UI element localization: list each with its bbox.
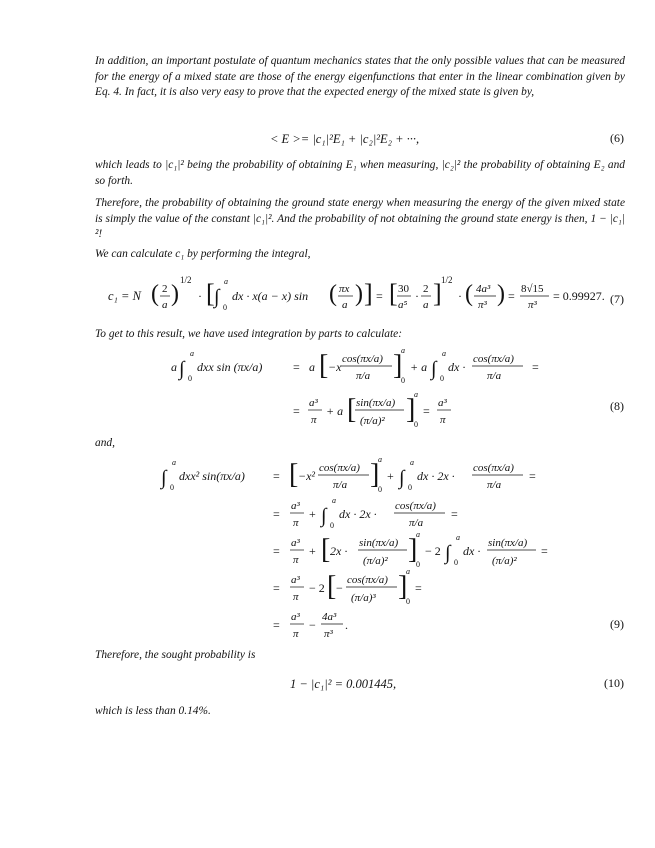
svg-text:=: = <box>273 469 280 483</box>
eq7-lbracket: [ <box>206 279 215 308</box>
eq7-rparen: ) <box>171 281 179 307</box>
equation-8 <box>160 345 600 435</box>
eq7-frac2-den: a <box>423 299 429 311</box>
eq7-rbracket: ] <box>364 279 373 308</box>
svg-text:a: a <box>406 567 410 576</box>
svg-text:a: a <box>401 346 405 355</box>
eq7-dot: · <box>198 289 202 303</box>
paragraph-sought-probability: Therefore, the sought probability is <box>95 649 256 661</box>
eq9-r5-a3: a³ <box>291 611 300 623</box>
svg-text:=: = <box>541 544 548 558</box>
paragraph-integration-parts: To get to this result, we have used integration by parts to calculate: <box>95 328 402 340</box>
svg-text:∫: ∫ <box>179 358 185 380</box>
eq7-lparen2: ( <box>329 281 337 307</box>
eq7-integral: ∫ <box>214 286 220 308</box>
svg-text:]: ] <box>370 459 380 490</box>
eq9-r5-4a3: 4a³ <box>322 611 337 623</box>
paragraph-ground-state: Therefore, the probability of obtaining the ground state energy when measuring the energy of the given mixed state is simply the value of the constant |c₁|². And the probability of not obtaining the ground state energy is then, 1 − |c₁|²! <box>95 197 625 241</box>
svg-text:+: + <box>309 544 316 558</box>
svg-text:a: a <box>442 349 446 358</box>
eq7-frac2-num: 2 <box>423 283 429 295</box>
paragraph-intro: In addition, an important postulate of quantum mechanics states that the only possible values that can be measured for the energy of a mixed state are those of the energy eigenfunctions that enter in the linear combination given by Eq. 4. In fact, it is also very easy to prove that the expected energy of the mixed state is given by, <box>95 55 625 99</box>
svg-text:0: 0 <box>406 597 410 606</box>
svg-text:0: 0 <box>416 560 420 569</box>
eq9-r4-minus2: − 2 <box>309 581 325 595</box>
eq7-lparen3: ( <box>465 281 473 307</box>
svg-text:=: = <box>451 507 458 521</box>
eq7-frac2a-num: 2 <box>162 283 168 295</box>
equation-9 <box>155 452 605 647</box>
svg-text:]: ] <box>398 571 408 602</box>
eq7-lparen: ( <box>151 281 159 307</box>
svg-text:=: = <box>273 581 280 595</box>
svg-text:0: 0 <box>440 374 444 383</box>
eq7-frac30-num: 30 <box>398 283 409 295</box>
svg-text:=: = <box>273 544 280 558</box>
svg-text:∫: ∫ <box>161 467 167 489</box>
svg-text:=: = <box>293 360 300 374</box>
svg-text:=: = <box>415 581 422 595</box>
svg-text:a: a <box>190 349 194 358</box>
eq9-r4-cos-den: (π/a)³ <box>351 592 376 604</box>
equation-10-label: (10) <box>604 676 624 690</box>
paragraph-calc-c1: We can calculate c₁ by performing the integral, <box>95 248 311 260</box>
equation-8-label: (8) <box>610 399 624 413</box>
eq8-l1-cos-num: cos(πx/a) <box>342 353 383 365</box>
svg-text:0: 0 <box>170 483 174 492</box>
equation-7-label: (7) <box>610 292 624 306</box>
svg-text:0: 0 <box>401 376 405 385</box>
svg-text:a: a <box>410 458 414 467</box>
svg-text:a: a <box>414 390 418 399</box>
eq8-l1-cos2-den: π/a <box>487 370 502 382</box>
eq9-r2-cos-den: π/a <box>409 517 424 529</box>
eq9-r2-a3: a³ <box>291 500 300 512</box>
equation-9-label: (9) <box>610 617 624 631</box>
paragraph-and: and, <box>95 437 115 449</box>
eq8-l1-a: a <box>309 360 315 374</box>
eq8-l2-pi: π <box>311 414 317 426</box>
eq7-c1: c₁ = N <box>108 289 141 303</box>
svg-text:+: + <box>309 507 316 521</box>
eq9-r1-cos2-num: cos(πx/a) <box>473 462 514 474</box>
eq9-r3-sin2-num: sin(πx/a) <box>488 537 528 549</box>
svg-text:=: = <box>529 469 536 483</box>
eq7-rparen3: ) <box>497 281 505 307</box>
eq7-frac30-den: a⁵ <box>398 299 408 311</box>
svg-text:0: 0 <box>330 521 334 530</box>
svg-text:=: = <box>273 507 280 521</box>
eq8-l2-res-den: π <box>440 414 446 426</box>
equation-7 <box>100 270 605 320</box>
svg-text:a: a <box>378 455 382 464</box>
eq9-r3-dx: dx · <box>463 544 481 558</box>
eq9-r3-sin2-den: (π/a)² <box>492 555 517 567</box>
eq7-result-den: π³ <box>528 299 537 311</box>
eq9-r4-cos-num: cos(πx/a) <box>347 574 388 586</box>
svg-text:−: − <box>309 618 316 632</box>
eq7-eq: = <box>376 289 383 303</box>
eq8-l1-cos-den: π/a <box>356 370 371 382</box>
eq9-r1-a: −x² <box>298 469 316 483</box>
eq9-r2-cos-num: cos(πx/a) <box>395 500 436 512</box>
eq9-r3-sin-den: (π/a)² <box>363 555 388 567</box>
svg-text:a: a <box>171 360 177 374</box>
eq9-r1-cos2-den: π/a <box>487 479 502 491</box>
equation-10 <box>285 675 485 693</box>
eq9-r3-pi: π <box>293 554 299 566</box>
paragraph-conclusion: which is less than 0.14%. <box>95 705 211 717</box>
svg-text:−: − <box>336 581 343 595</box>
eq7-frac4a3-den: π³ <box>478 299 487 311</box>
eq7-result-num: 8√15 <box>521 283 544 295</box>
svg-text:.: . <box>345 618 348 632</box>
eq7-rparen2: ) <box>355 281 363 307</box>
eq7-pow-half: 1/2 <box>180 275 192 285</box>
eq9-r3-sin-num: sin(πx/a) <box>359 537 399 549</box>
svg-text:]: ] <box>406 394 416 425</box>
eq9-r3-2x: 2x · <box>330 544 348 558</box>
eq7-lbracket2: [ <box>389 279 398 308</box>
svg-text:]: ] <box>393 350 403 381</box>
eq9-r3-minus2: − 2 <box>425 544 441 558</box>
eq9-r1-dx2x: dx · 2x · <box>417 469 455 483</box>
eq7-int-lower: 0 <box>223 303 227 312</box>
eq9-r4-pi: π <box>293 591 299 603</box>
eq8-l1-dx: dx · <box>448 360 466 374</box>
eq7-eq2: = <box>508 289 515 303</box>
eq7-int-upper: a <box>224 277 228 286</box>
eq8-l1-mid: −x <box>328 360 342 374</box>
svg-text:0: 0 <box>378 485 382 494</box>
svg-text:a: a <box>332 496 336 505</box>
eq9-r1-cos-den: π/a <box>333 479 348 491</box>
eq7-fracpix-num: πx <box>339 283 350 295</box>
svg-text:0: 0 <box>188 374 192 383</box>
eq8-l2-sin-num: sin(πx/a) <box>356 397 396 409</box>
eq7-fracpix-den: a <box>342 299 348 311</box>
eq8-lhs: dxx sin (πx/a) <box>197 360 263 374</box>
eq9-r5-pi: π <box>293 628 299 640</box>
svg-text:[: [ <box>289 459 299 490</box>
eq8-l2-plus-a: + a <box>326 404 344 418</box>
svg-text:0: 0 <box>414 420 418 429</box>
svg-text:a: a <box>416 530 420 539</box>
svg-text:=: = <box>293 404 300 418</box>
svg-text:=: = <box>273 618 280 632</box>
svg-text:]: ] <box>408 534 418 565</box>
eq9-r2-pi: π <box>293 517 299 529</box>
svg-text:+: + <box>387 469 394 483</box>
svg-text:[: [ <box>347 394 357 425</box>
svg-text:[: [ <box>327 571 337 602</box>
eq6-expr: < E >= |c₁|²E₁ + |c₂|²E₂ + ···, <box>270 132 420 146</box>
eq7-frac4a3-num: 4a³ <box>476 283 491 295</box>
eq10-expr: 1 − |c₁|² = 0.001445, <box>290 677 397 691</box>
svg-text:∫: ∫ <box>321 505 327 527</box>
svg-text:∫: ∫ <box>431 358 437 380</box>
eq9-r4-a3: a³ <box>291 574 300 586</box>
svg-text:0: 0 <box>408 483 412 492</box>
svg-text:=: = <box>532 360 539 374</box>
eq8-l2-a3: a³ <box>309 397 318 409</box>
svg-text:0: 0 <box>454 558 458 567</box>
eq7-dot2: · <box>415 289 419 303</box>
svg-text:a: a <box>456 533 460 542</box>
eq8-l2-sin-den: (π/a)² <box>360 415 385 427</box>
eq7-dot3: · <box>458 289 462 303</box>
eq7-integral-body: dx · x(a − x) sin <box>232 289 309 303</box>
svg-text:∫: ∫ <box>399 467 405 489</box>
eq7-rbracket2: ] <box>433 279 442 308</box>
eq7-frac2a-den: a <box>162 299 168 311</box>
paragraph-probability: which leads to |c₁|² being the probability of obtaining E₁ when measuring, |c₂|² the probability of obtaining E₂ and so forth. <box>95 159 625 187</box>
eq9-r5-pi3: π³ <box>324 628 333 640</box>
eq9-r1-cos-num: cos(πx/a) <box>319 462 360 474</box>
equation-6 <box>240 130 440 148</box>
svg-text:[: [ <box>319 350 329 381</box>
svg-text:a: a <box>172 458 176 467</box>
eq7-result-val: = 0.99927. <box>553 289 605 303</box>
eq9-lhs: dxx² sin(πx/a) <box>179 469 245 483</box>
eq8-l1-cos2-num: cos(πx/a) <box>473 353 514 365</box>
equation-6-label: (6) <box>610 131 624 145</box>
eq9-r3-a3: a³ <box>291 537 300 549</box>
eq8-l1-plus-a: + a <box>410 360 428 374</box>
eq8-l2-res-num: a³ <box>438 397 447 409</box>
svg-text:∫: ∫ <box>445 542 451 564</box>
svg-text:=: = <box>423 404 430 418</box>
svg-text:[: [ <box>321 534 331 565</box>
eq7-pow-half2: 1/2 <box>441 275 453 285</box>
eq9-r2-dx2x: dx · 2x · <box>339 507 377 521</box>
